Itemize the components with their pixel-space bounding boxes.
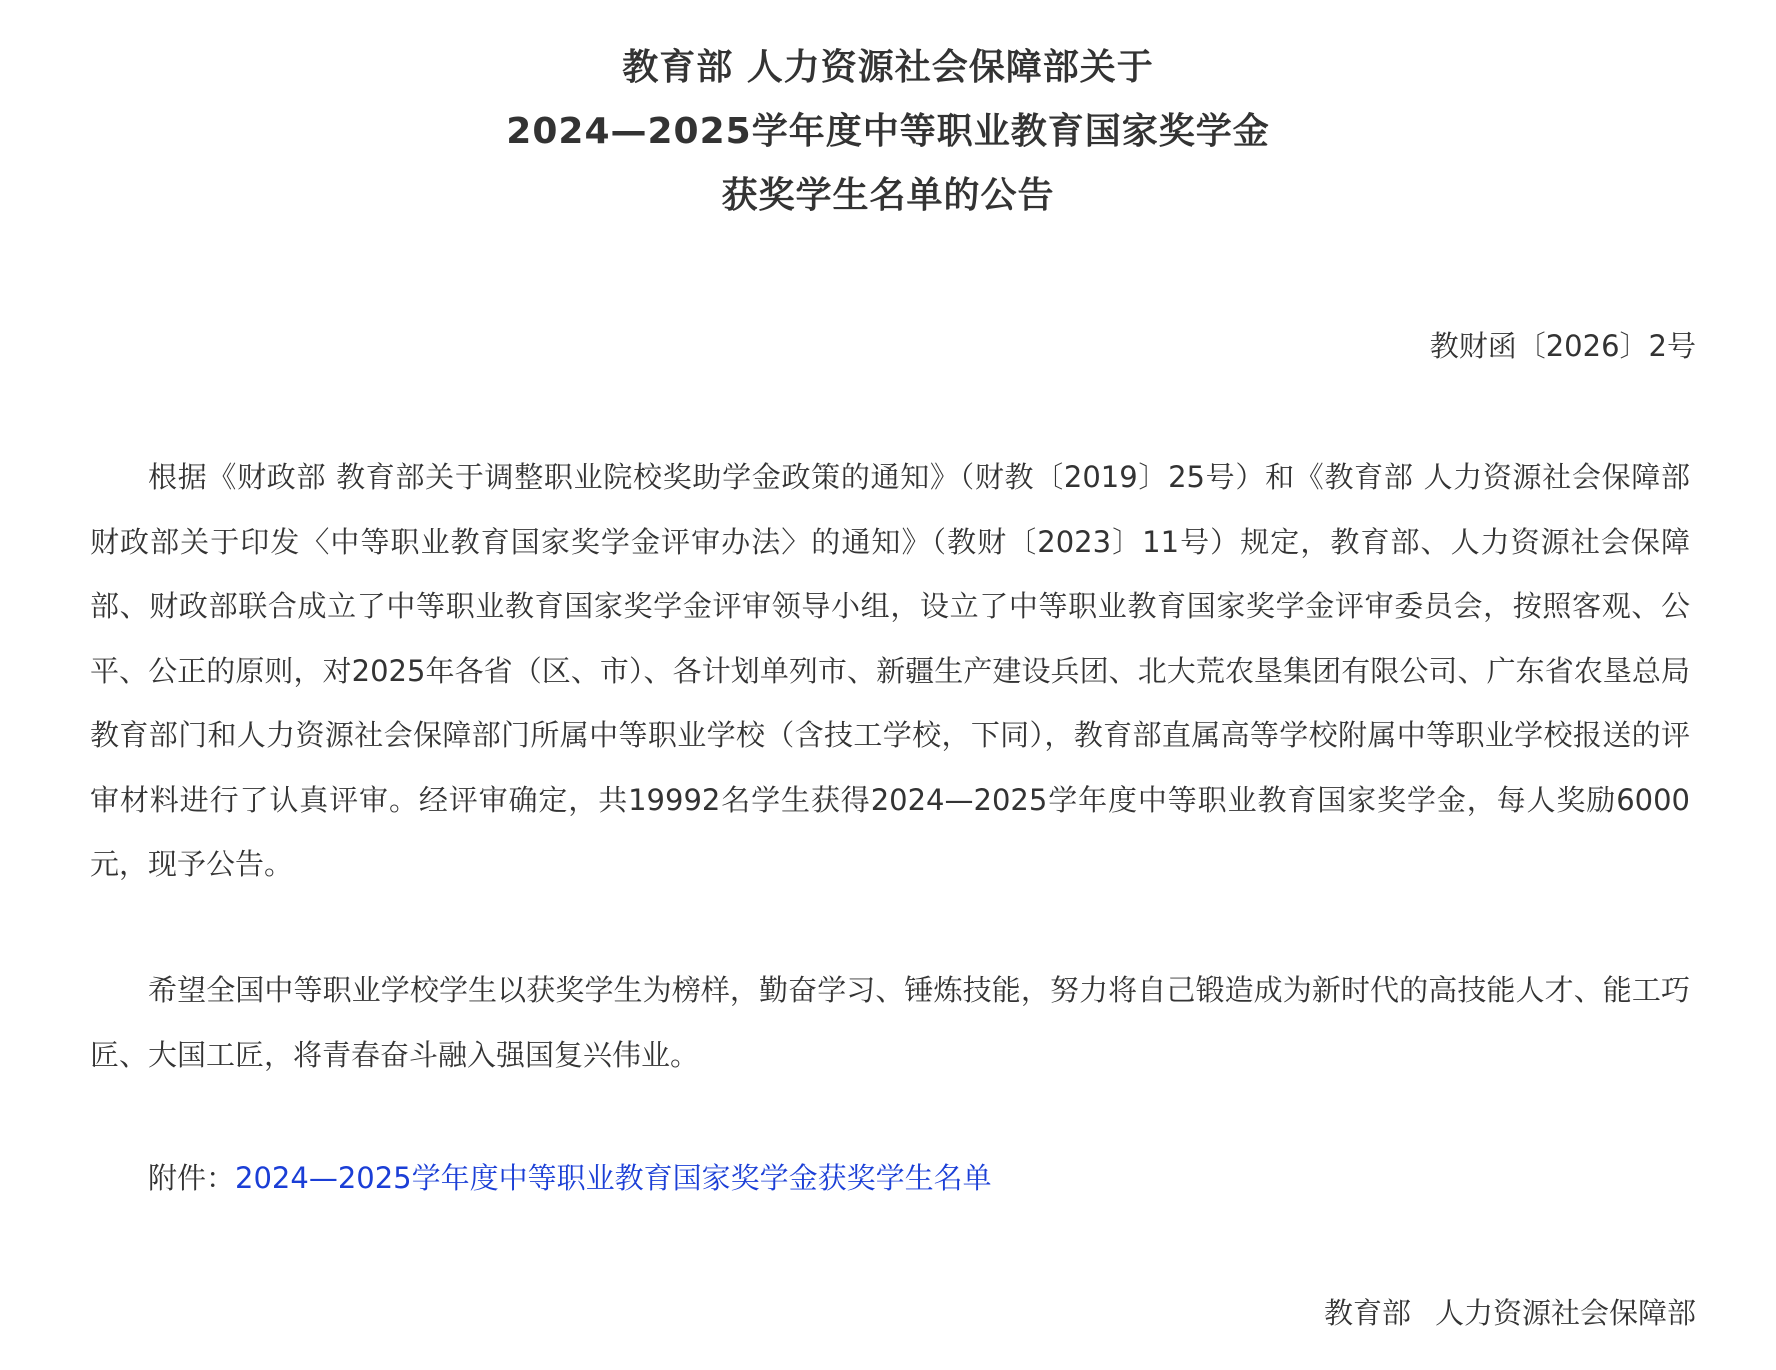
body-paragraph-2: 希望全国中等职业学校学生以获奖学生为榜样，勤奋学习、锤炼技能，努力将自己锻造成为新时代的高技能人才、能工巧匠、大国工匠，将青春奋斗融入强国复兴伟业。 — [90, 973, 1690, 1072]
title-line-1: 教育部 人力资源社会保障部关于 — [622, 47, 1154, 88]
document-number: 教财函〔2026〕2号 — [1429, 329, 1696, 363]
body-paragraph-1: 根据《财政部 教育部关于调整职业院校奖助学金政策的通知》（财教〔2019〕25号）和《教育部 人力资源社会保障部 财政部关于印发〈中等职业教育国家奖学金评审办法〉的通知》（教财〔2023〕11号）规定，教育部、人力资源社会保障部、财政部联合成立了中等职业教育国家奖学金评审领导小组，设立了中等职业教育国家奖学金评审委员会，按照客观、公平、公正的原则，对2025年各省（区、市）、各计划单列市、新疆生产建设兵团、北大荒农垦集团有限公司、广东省农垦总局教育部门和人力资源社会保障部门所属中等职业学校（含技工学校，下同），教育部直属高等学校附属中等职业学校报送的评审材料进行了认真评审。经评审确定，共19992名学生获得2024—2025学年度中等职业教育国家奖学金，每人奖励6000元，现予公告。 — [90, 460, 1690, 881]
signature — [1324, 1293, 1696, 1333]
attachment-label: 附件： — [148, 1161, 236, 1195]
announcement-title — [0, 36, 1776, 228]
signature-org-1: 教育部 — [1323, 1296, 1411, 1330]
attachment-link[interactable]: 2024—2025学年度中等职业教育国家奖学金获奖学生名单 — [235, 1161, 992, 1195]
title-line-3: 获奖学生名单的公告 — [721, 175, 1055, 216]
signature-org-2: 人力资源社会保障部 — [1434, 1296, 1696, 1330]
title-line-2: 2024—2025学年度中等职业教育国家奖学金 — [506, 111, 1270, 152]
attachment-line — [90, 1158, 1690, 1198]
